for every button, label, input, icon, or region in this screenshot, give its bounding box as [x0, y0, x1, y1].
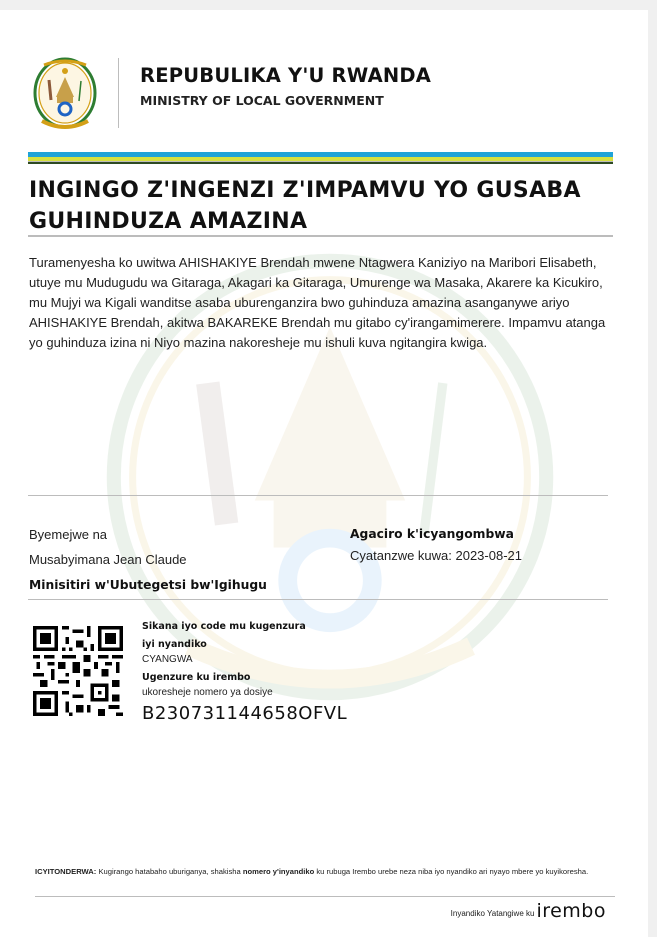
use-number-label: ukoresheje nomero ya dosiye	[142, 687, 273, 698]
approver-title: Minisitiri w'Ubutegetsi bw'Igihugu	[29, 578, 267, 592]
note-text-2: ku rubuga Irembo urebe neza niba iyo nyandiko ari nyayo mbere yo kuyikoresha.	[314, 867, 589, 876]
document-title: INGINGO Z'INGENZI Z'IMPAMVU YO GUSABA GUHINDUZA AMAZINA	[29, 178, 581, 234]
validity-label: Agaciro k'icyangombwa	[350, 527, 514, 541]
issued-date: Cyatanzwe kuwa: 2023-08-21	[350, 548, 522, 563]
document-body: Turamenyesha ko uwitwa AHISHAKIYE Brendah mwene Ntagwera Kaniziyo na Maribori Elisabeth, utuye mu Mudugudu wa Gitaraga, Akagari ka Gitaraga, Umurenge wa Masaka, Akarere ka Kicukiro, mu Mujyi wa Kigali wanditse asaba uburenganzira bwo guhinduza amazina asanganywe ariyo AHISHAKIYE Brendah, akitwa BAKAREKE Brendah mu gitabo cy'irangamimerere. Impamvu atanga yo guhinduza izina ni Niyo mazina nakoresheje mu ishuli kuva ngitangira kwiga.	[29, 255, 606, 351]
qr-code[interactable]	[33, 626, 123, 716]
validity-block	[350, 525, 522, 569]
approver-name: Musabyimana Jean Claude	[29, 552, 187, 567]
issued-by-label: Inyandiko Yatangiwe ku	[450, 909, 535, 918]
irembo-logo-icon: irembo	[536, 900, 606, 922]
header-divider	[118, 58, 119, 128]
section-divider	[28, 495, 608, 496]
ministry-name: MINISTRY OF LOCAL GOVERNMENT	[140, 93, 384, 108]
flag-stripe	[28, 152, 613, 164]
note-text-1: Kugirango hatabaho uburiganya, shakisha	[96, 867, 243, 876]
verify-on-irembo-label: Ugenzure ku irembo	[142, 672, 251, 683]
title-divider	[28, 235, 613, 237]
issued-by	[451, 902, 606, 920]
signature-block	[29, 526, 267, 601]
document-number: B230731144658OFVL	[142, 703, 348, 724]
scan-instruction-2: iyi nyandiko	[142, 639, 207, 650]
or-label: CYANGWA	[142, 654, 193, 665]
approved-by-label: Byemejwe na	[29, 527, 108, 542]
country-name: REPUBULIKA Y'U RWANDA	[140, 64, 432, 87]
note-bold-text: nomero y'inyandiko	[242, 867, 315, 876]
divider	[28, 161, 613, 162]
footer-note	[35, 864, 595, 879]
footer-divider	[35, 896, 615, 897]
document-page	[0, 10, 648, 937]
page-header	[30, 50, 620, 140]
note-label: ICYITONDERWA:	[35, 867, 97, 876]
scan-instruction: Sikana iyo code mu kugenzura	[142, 621, 306, 632]
rwanda-coat-of-arms-icon	[32, 55, 98, 135]
section-divider	[28, 599, 608, 600]
